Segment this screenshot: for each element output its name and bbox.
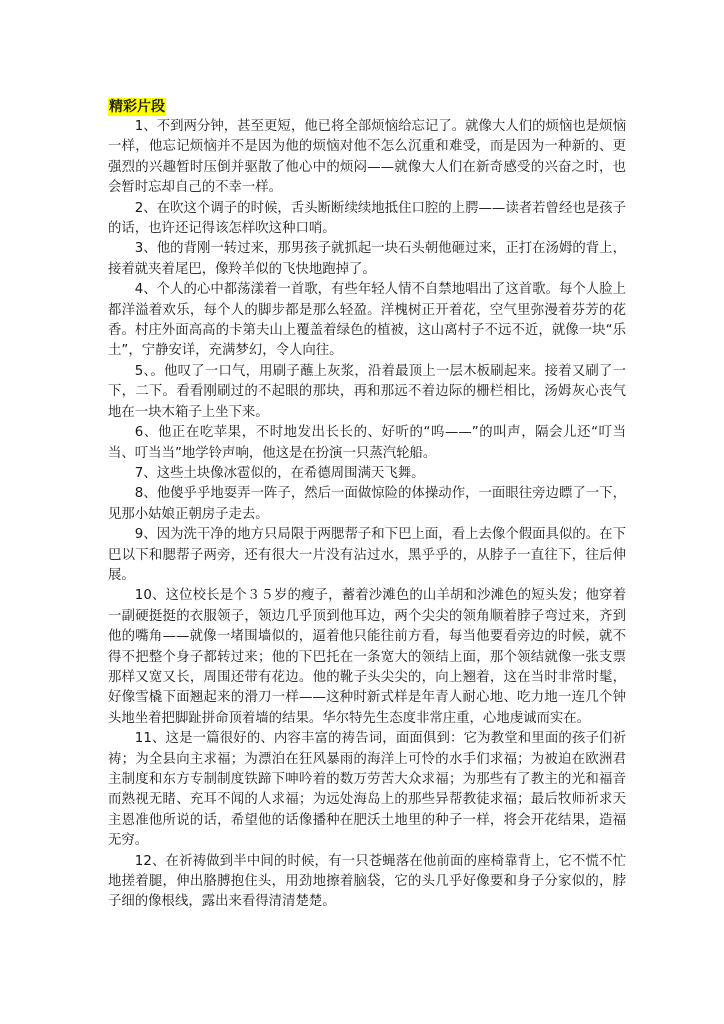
paragraph-3: 3、他的背刚一转过来，那男孩子就抓起一块石头朝他砸过来，正打在汤姆的背上，接着就夹着尾巴，像羚羊似的飞快地跑掉了。 [108, 241, 626, 277]
paragraph-9: 9、因为洗干净的地方只局限于两腮帮子和下巴上面，看上去像个假面具似的。在下巴以下和腮帮子两旁，还有很大一片没有沾过水，黑乎乎的，从脖子一直往下，往后伸展。 [108, 527, 626, 583]
paragraph-4: 4、个人的心中都荡漾着一首歌，有些年轻人情不自禁地唱出了这首歌。每个人脸上都洋溢着欢乐，每个人的脚步都是那么轻盈。洋槐树正开着花，空气里弥漫着芬芳的花香。村庄外面高高的卡第夫山上覆盖着绿色的植被，这山离村子不远不近，就像一块“乐土”，宁静安详，充满梦幻，令人向往。 [108, 282, 626, 359]
paragraph-6: 6、他正在吃苹果，不时地发出长长的、好听的“呜——”的叫声，隔会儿还“叮当当、叮当当”地学铃声响，他这是在扮演一只蒸汽轮船。 [108, 425, 626, 461]
document-page [108, 96, 626, 913]
paragraph-11: 11、这是一篇很好的、内容丰富的祷告词，面面俱到：它为教堂和里面的孩子们祈祷；为全县向主求福；为漂泊在狂风暴雨的海洋上可怜的水手们求福；为被迫在欧洲君主制度和东方专制制度铁蹄下呻吟着的数万劳苦大众求福；为那些有了教主的光和福音而熟视无睹、充耳不闻的人求福；为远处海岛上的那些异帮教徒求福；最后牧师祈求天主恩准他所说的话，希望他的话像播种在肥沃土地里的种子一样，将会开花结果，造福无穷。 [108, 731, 626, 849]
paragraph-12: 12、在祈祷做到半中间的时候，有一只苍蝇落在他前面的座椅靠背上，它不慌不忙地搓着腿，伸出胳膊抱住头，用劲地擦着脑袋，它的头几乎好像要和身子分家似的，脖子细的像根线，露出来看得清清楚楚。 [108, 853, 626, 910]
paragraph-1: 1、不到两分钟，甚至更短，他已将全部烦恼给忘记了。就像大人们的烦恼也是烦恼一样，他忘记烦恼并不是因为他的烦恼对他不怎么沉重和难受，而是因为一种新的、更强烈的兴趣暂时压倒并驱散了他心中的烦闷——就像大人们在新奇感受的兴奋之时，也会暂时忘却自己的不幸一样。 [108, 119, 626, 196]
paragraph-10: 10、这位校长是个３５岁的瘦子，蓄着沙滩色的山羊胡和沙滩色的短头发；他穿着一副硬挺挺的衣服领子，领边几乎顶到他耳边，两个尖尖的领角顺着脖子弯过来，齐到他的嘴角——就像一堵围墙似的，逼着他只能往前方看，每当他要看旁边的时候，就不得不把整个身子都转过来；他的下巴托在一条宽大的领结上面，那个领结就像一张支票那样又宽又长，周围还带有花边。他的靴子头尖尖的，向上翘着，这在当时非常时髦，好像雪橇下面翘起来的滑刀一样——这种时新式样是年青人耐心地、吃力地一连几个钟头地坐着把脚趾拼命顶着墙的结果。华尔特先生态度非常庄重，心地虔诚而实在。 [108, 588, 626, 726]
paragraph-5: 5、。他叹了一口气，用刷子蘸上灰浆，沿着最顶上一层木板刷起来。接着又刷了一下，二下。看看刚刷过的不起眼的那块，再和那远不着边际的栅栏相比，汤姆灰心丧气地在一块木箱子上坐下来。 [108, 363, 626, 420]
paragraph-8: 8、他傻乎乎地耍弄一阵子，然后一面做惊险的体操动作，一面眼往旁边瞟了一下，见那小姑娘正朝房子走去。 [108, 486, 626, 522]
section-heading: 精彩片段 [109, 99, 165, 115]
paragraph-2: 2、在吹这个调子的时候，舌头断断续续地抵住口腔的上腭——读者若曾经也是孩子的话，也许还记得该怎样吹这种口哨。 [108, 200, 626, 237]
paragraph-7: 7、这些土块像冰雹似的，在希德周围满天飞舞。 [134, 465, 425, 481]
